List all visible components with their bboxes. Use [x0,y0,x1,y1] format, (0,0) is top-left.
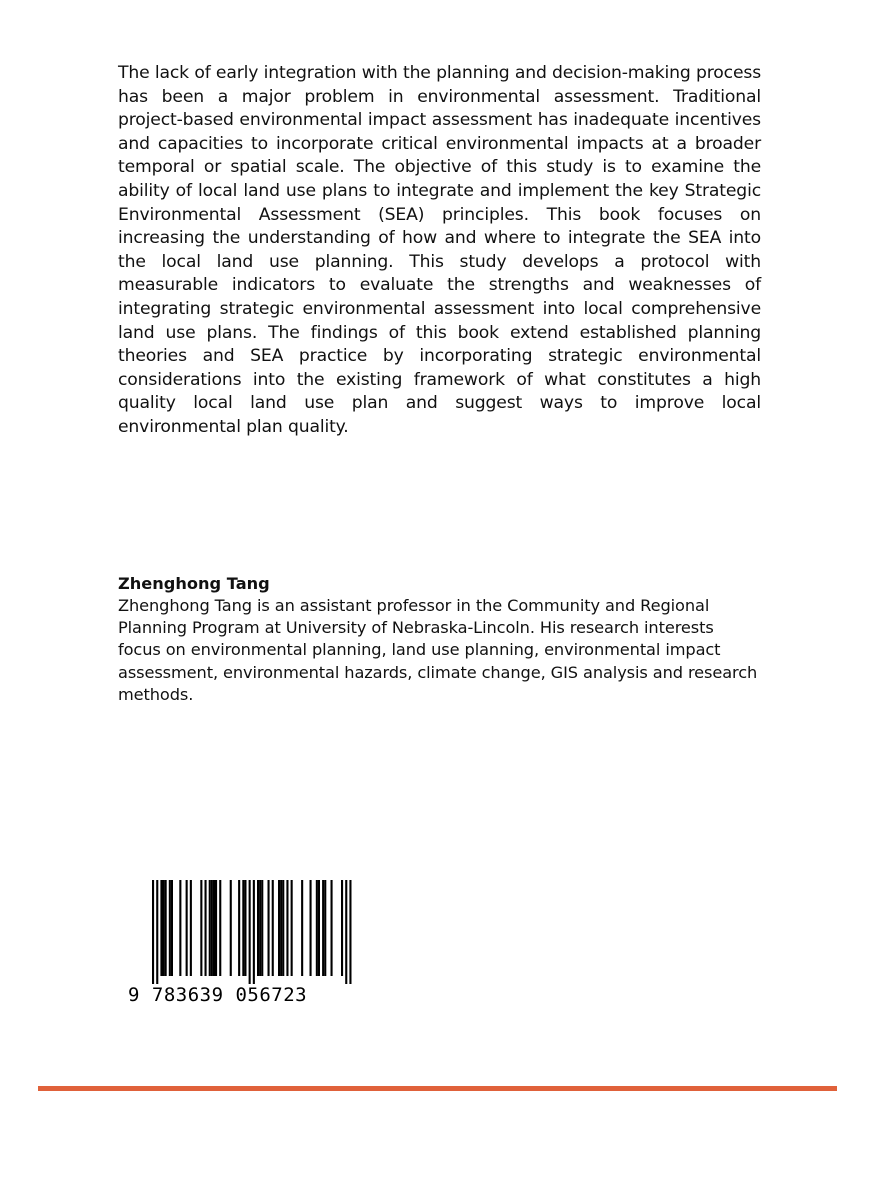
barcode-bar [215,880,217,976]
barcode-bar [286,880,288,976]
author-name: Zhenghong Tang [118,574,270,593]
barcode-bar [179,880,181,976]
barcode-bar [291,880,293,976]
barcode-bar [301,880,303,976]
author-section [118,572,758,706]
barcode-bar [209,880,211,976]
barcode-bar [349,880,351,984]
barcode-bar [165,880,167,976]
barcode-bar [211,880,213,976]
barcode-bar [163,880,165,976]
barcode-bar [318,880,320,976]
barcode-bar [152,880,154,984]
barcode-bar [261,880,263,976]
barcode-bar [282,880,284,976]
barcode-bar [242,880,244,976]
barcode-bar [272,880,274,976]
barcode-bar [259,880,261,976]
barcode-bar [160,880,162,976]
barcode-bar [257,880,259,976]
barcode-bar [322,880,324,976]
barcode-bar [190,880,192,976]
isbn-barcode [128,880,364,1010]
barcode-bars [128,880,364,984]
abstract-paragraph: The lack of early integration with the planning and decision-making process has been a major problem in environmental assessment. Traditional project-based environmental impact assessment has inadequate incentives and capacities to incorporate critical environmental impacts at a broader temporal or spatial scale. The objective of this study is to examine the ability of local land use plans to integrate and implement the key Strategic Environmental Assessment (SEA) principles. This book focuses on increasing the understanding of how and where to integrate the SEA into the local land use planning. This study develops a protocol with measurable indicators to evaluate the strengths and weaknesses of integrating strategic environmental assessment into local comprehensive land use plans. The findings of this book extend established planning theories and SEA practice by incorporating strategic environmental considerations into the existing framework of what constitutes a high quality local land use plan and suggest ways to improve local environmental plan quality. [118,63,761,437]
barcode-bar [169,880,171,976]
barcode-bar [345,880,347,984]
barcode-bar [156,880,158,984]
barcode-bar [310,880,312,976]
barcode-bar [238,880,240,976]
barcode-bar [244,880,246,976]
barcode-bar [268,880,270,976]
barcode-bar [205,880,207,976]
barcode-bar [278,880,280,976]
barcode-bar [249,880,251,984]
barcode-bar [280,880,282,976]
barcode-bar [331,880,333,976]
barcode-bar [341,880,343,976]
barcode-bar [230,880,232,976]
barcode-bar [186,880,188,976]
barcode-bar [324,880,326,976]
barcode-bar [316,880,318,976]
barcode-bar [171,880,173,976]
accent-rule [38,1086,837,1091]
barcode-bar [213,880,215,976]
barcode-digits: 9 783639 056723 [128,984,308,1006]
barcode-bar [200,880,202,976]
author-bio: Zhenghong Tang is an assistant professor in the Community and Regional Planning Program at University of Nebraska-Lincoln. His research interests focus on environmental planning, land use planning, environmental impact assessment, environmental hazards, climate change, GIS analysis and research methods. [118,596,758,704]
barcode-bar [253,880,255,984]
barcode-bar [219,880,221,976]
